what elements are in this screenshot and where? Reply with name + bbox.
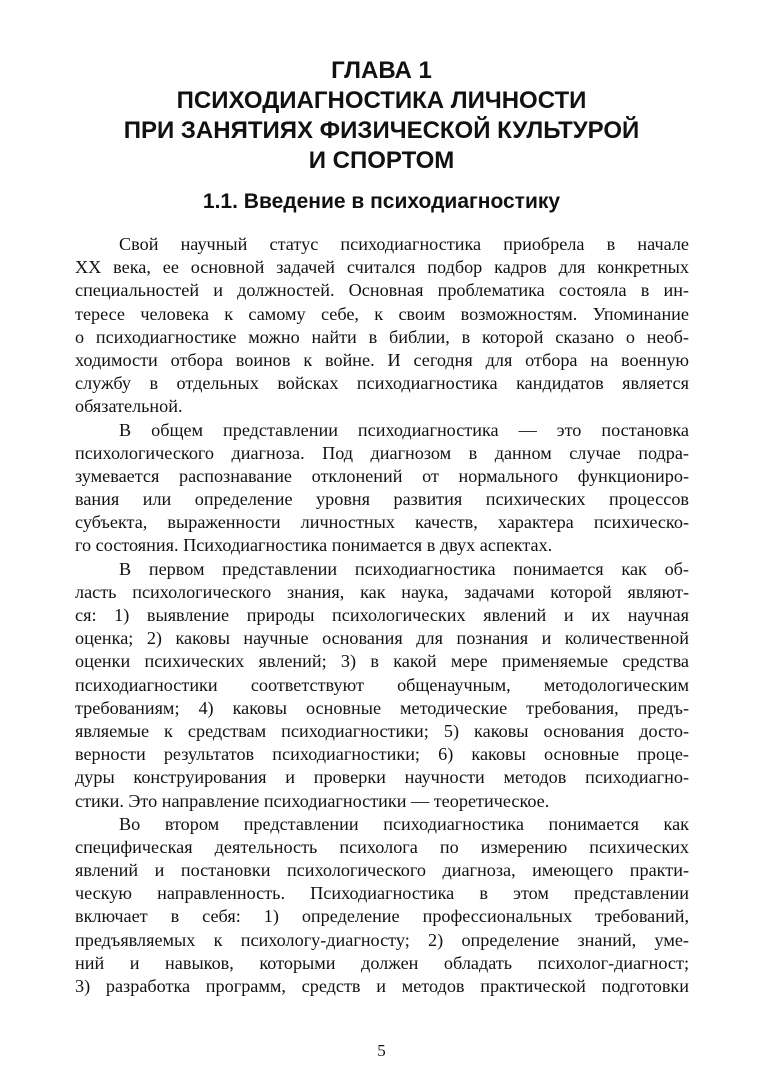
- text-line: предъявляемых к психологу-диагносту; 2) определение знаний, уме-: [75, 929, 689, 950]
- text-line: специфическая деятельность психолога по измерению психических: [75, 836, 689, 857]
- chapter-heading: [0, 56, 763, 176]
- paragraph: [75, 233, 689, 419]
- text-line: 3) разработка программ, средств и методов практической подготовки: [75, 976, 689, 996]
- text-line: зумевается распознавание отклонений от нормального функциониро-: [75, 465, 689, 486]
- paragraph: [75, 558, 689, 813]
- paragraph: [75, 419, 689, 558]
- text-line: ческую направленность. Психодиагностика в этом представлении: [75, 883, 689, 904]
- text-line: психологического диагноза. Под диагнозом в данном случае подра-: [75, 442, 689, 463]
- text-line: Свой научный статус психодиагностика приобрела в начале: [119, 234, 689, 254]
- text-line: психодиагностики соответствуют общенаучным, методологическим: [75, 674, 689, 695]
- text-line: обязательной.: [75, 396, 183, 417]
- text-line: о психодиагностике можно найти в библии, в которой сказано о необ-: [75, 326, 689, 347]
- text-line: включает в себя: 1) определение профессиональных требований,: [75, 906, 689, 927]
- chapter-title-line: И СПОРТОМ: [308, 147, 455, 174]
- text-line: верности результатов психодиагностики; 6) каковы основные проце-: [75, 744, 689, 765]
- body-text: [75, 233, 689, 998]
- page-number: 5: [377, 1041, 386, 1060]
- paragraph: [75, 813, 689, 999]
- text-line: В первом представлении психодиагностика понимается как об-: [119, 558, 689, 579]
- text-line: специальностей и должностей. Основная проблематика состояла в ин-: [75, 280, 689, 301]
- text-line: ходимости отбора воинов к войне. И сегодня для отбора на военную: [75, 349, 689, 370]
- text-line: го состояния. Психодиагностика понимается в двух аспектах.: [75, 535, 553, 556]
- text-line: Во втором представлении психодиагностика понимается как: [119, 813, 689, 834]
- chapter-title-line: ПРИ ЗАНЯТИЯХ ФИЗИЧЕСКОЙ КУЛЬТУРОЙ: [123, 117, 640, 144]
- text-line: явлений и постановки психологического диагноза, имеющего практи-: [75, 860, 689, 881]
- text-line: вания или определение уровня развития психических процессов: [75, 489, 689, 510]
- text-line: требованиям; 4) каковы основные методические требования, предъ-: [75, 697, 689, 718]
- text-line: службу в отдельных войсках психодиагностика кандидатов является: [75, 373, 689, 394]
- text-line: субъекта, выраженности личностных качеств, характера психическо-: [75, 512, 689, 533]
- text-line: дуры конструирования и проверки научности методов психодиагно-: [75, 767, 689, 788]
- text-line: оценки психических явлений; 3) в какой мере применяемые средства: [75, 651, 689, 672]
- chapter-number: ГЛАВА 1: [331, 57, 432, 84]
- text-line: являемые к средствам психодиагностики; 5) каковы основания досто-: [75, 720, 689, 741]
- text-line: ласть психологического знания, как наука, задачами которой являют-: [75, 581, 689, 602]
- section-heading: 1.1. Введение в психодиагностику: [202, 190, 561, 213]
- text-line: В общем представлении психодиагностика — это постановка: [119, 419, 689, 440]
- text-line: стики. Это направление психодиагностики — теоретическое.: [75, 790, 550, 811]
- text-line: оценка; 2) каковы научные основания для познания и количественной: [75, 628, 689, 649]
- text-line: ся: 1) выявление природы психологических явлений и их научная: [75, 605, 689, 625]
- text-line: тересе человека к самому себе, к своим возможностям. Упоминание: [75, 303, 689, 324]
- chapter-title-line: ПСИХОДИАГНОСТИКА ЛИЧНОСТИ: [176, 87, 587, 114]
- text-line: ний и навыков, которыми должен обладать психолог-диагност;: [75, 952, 689, 973]
- text-line: XX века, ее основной задачей считался подбор кадров для конкретных: [75, 257, 689, 278]
